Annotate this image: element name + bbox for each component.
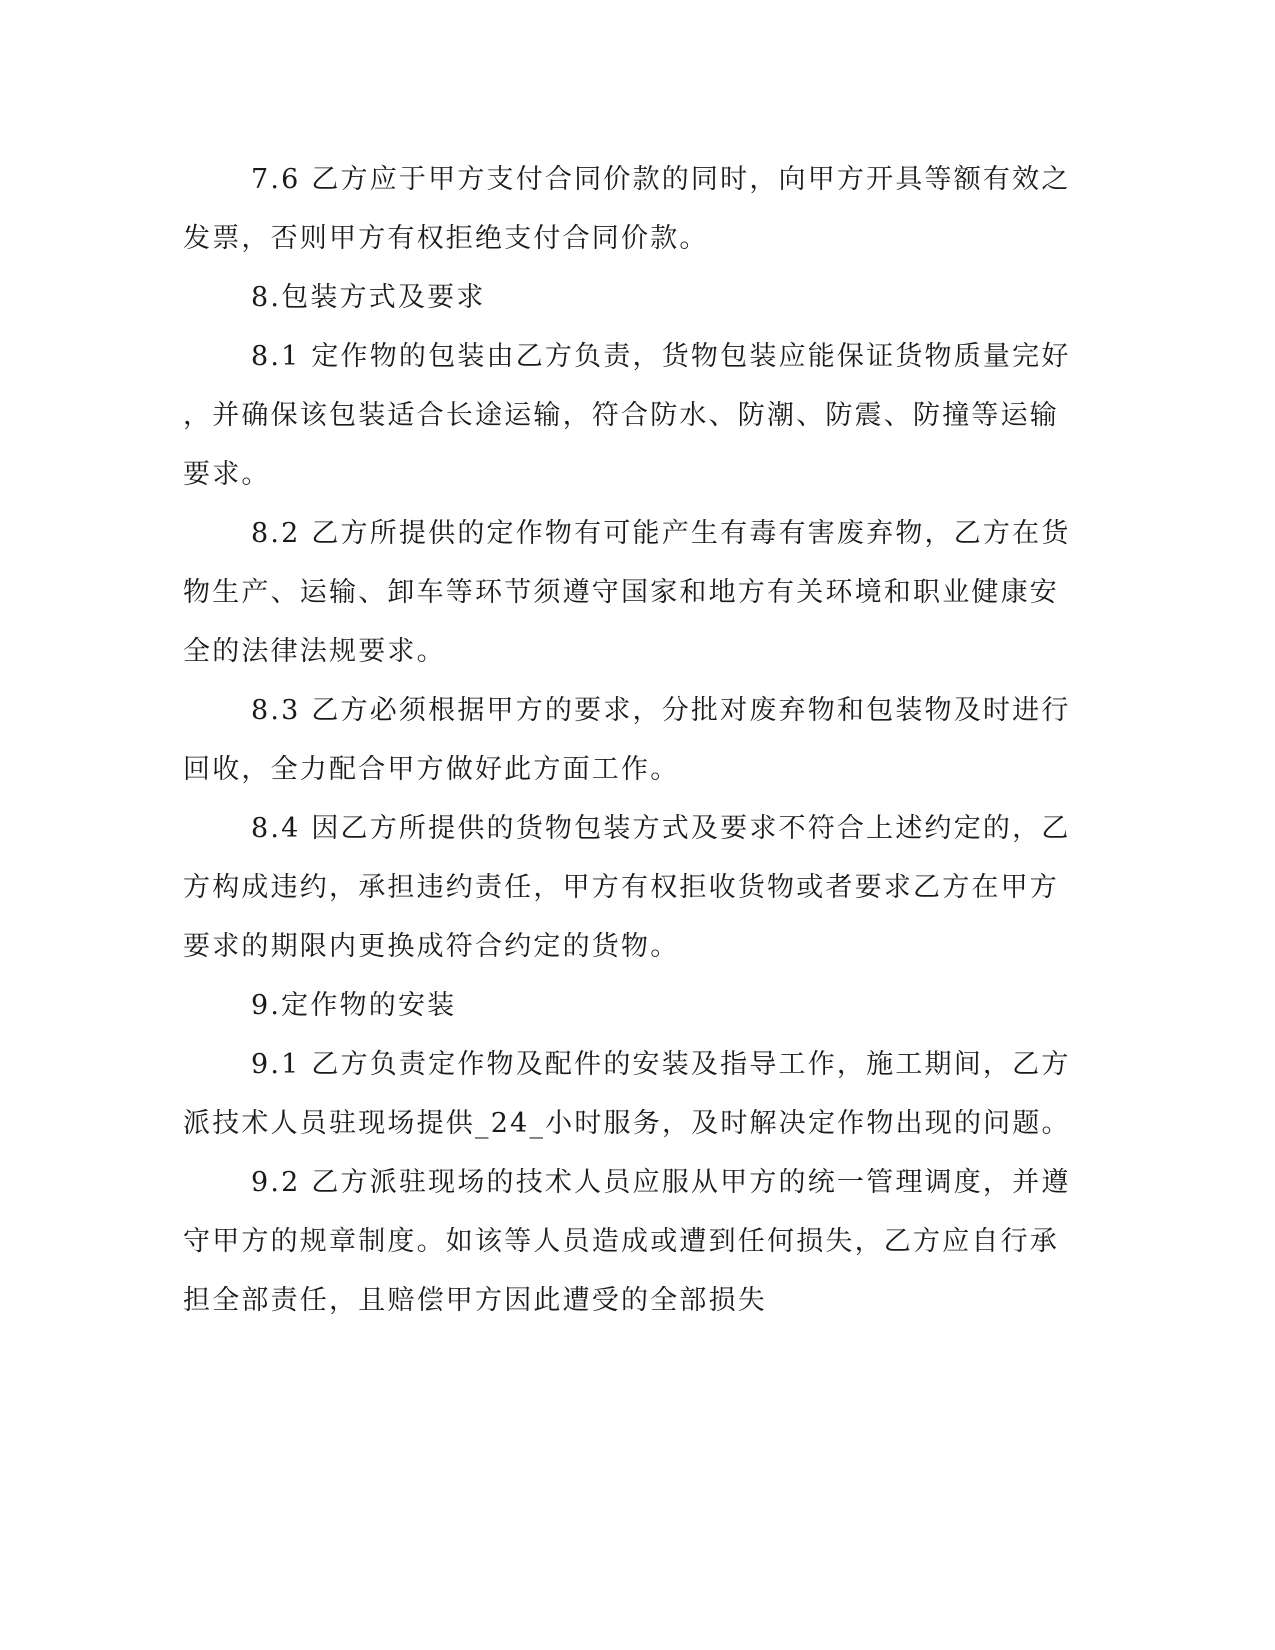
clause-8-3-line-1: 8.3 乙方必须根据甲方的要求，分批对废弃物和包装物及时进行 <box>251 695 1071 726</box>
section-8-heading: 8.包装方式及要求 <box>251 282 486 313</box>
clause-8-2-line-3: 全的法律法规要求。 <box>183 636 446 667</box>
clause-8-1-line-1: 8.1 定作物的包装由乙方负责，货物包装应能保证货物质量完好 <box>251 341 1071 372</box>
clause-8-1-line-2: ，并确保该包装适合长途运输，符合防水、防潮、防震、防撞等运输 <box>183 400 1059 431</box>
clause-9-1-line-2: 派技术人员驻现场提供_24_小时服务，及时解决定作物出现的问题。 <box>183 1108 1071 1139</box>
clause-8-2-line-2: 物生产、运输、卸车等环节须遵守国家和地方有关环境和职业健康安 <box>183 577 1059 608</box>
clause-8-4-line-3: 要求的期限内更换成符合约定的货物。 <box>183 931 680 962</box>
clause-8-3-line-2: 回收，全力配合甲方做好此方面工作。 <box>183 754 680 785</box>
clause-8-4-line-1: 8.4 因乙方所提供的货物包装方式及要求不符合上述约定的，乙 <box>251 813 1071 844</box>
clause-8-4-line-2: 方构成违约，承担违约责任，甲方有权拒收货物或者要求乙方在甲方 <box>183 872 1059 903</box>
clause-9-1-line-1: 9.1 乙方负责定作物及配件的安装及指导工作，施工期间，乙方 <box>251 1049 1071 1080</box>
clause-9-2-line-3: 担全部责任，且赔偿甲方因此遭受的全部损失 <box>183 1285 767 1316</box>
document-body <box>183 150 1071 1330</box>
clause-8-1-line-3: 要求。 <box>183 459 271 490</box>
clause-7-6-line-2: 发票，否则甲方有权拒绝支付合同价款。 <box>183 223 709 254</box>
clause-8-2-line-1: 8.2 乙方所提供的定作物有可能产生有毒有害废弃物，乙方在货 <box>251 518 1071 549</box>
section-9-heading: 9.定作物的安装 <box>251 990 457 1021</box>
clause-9-2-line-1: 9.2 乙方派驻现场的技术人员应服从甲方的统一管理调度，并遵 <box>251 1167 1071 1198</box>
clause-7-6-line-1: 7.6 乙方应于甲方支付合同价款的同时，向甲方开具等额有效之 <box>251 164 1071 195</box>
clause-9-2-line-2: 守甲方的规章制度。如该等人员造成或遭到任何损失，乙方应自行承 <box>183 1226 1059 1257</box>
